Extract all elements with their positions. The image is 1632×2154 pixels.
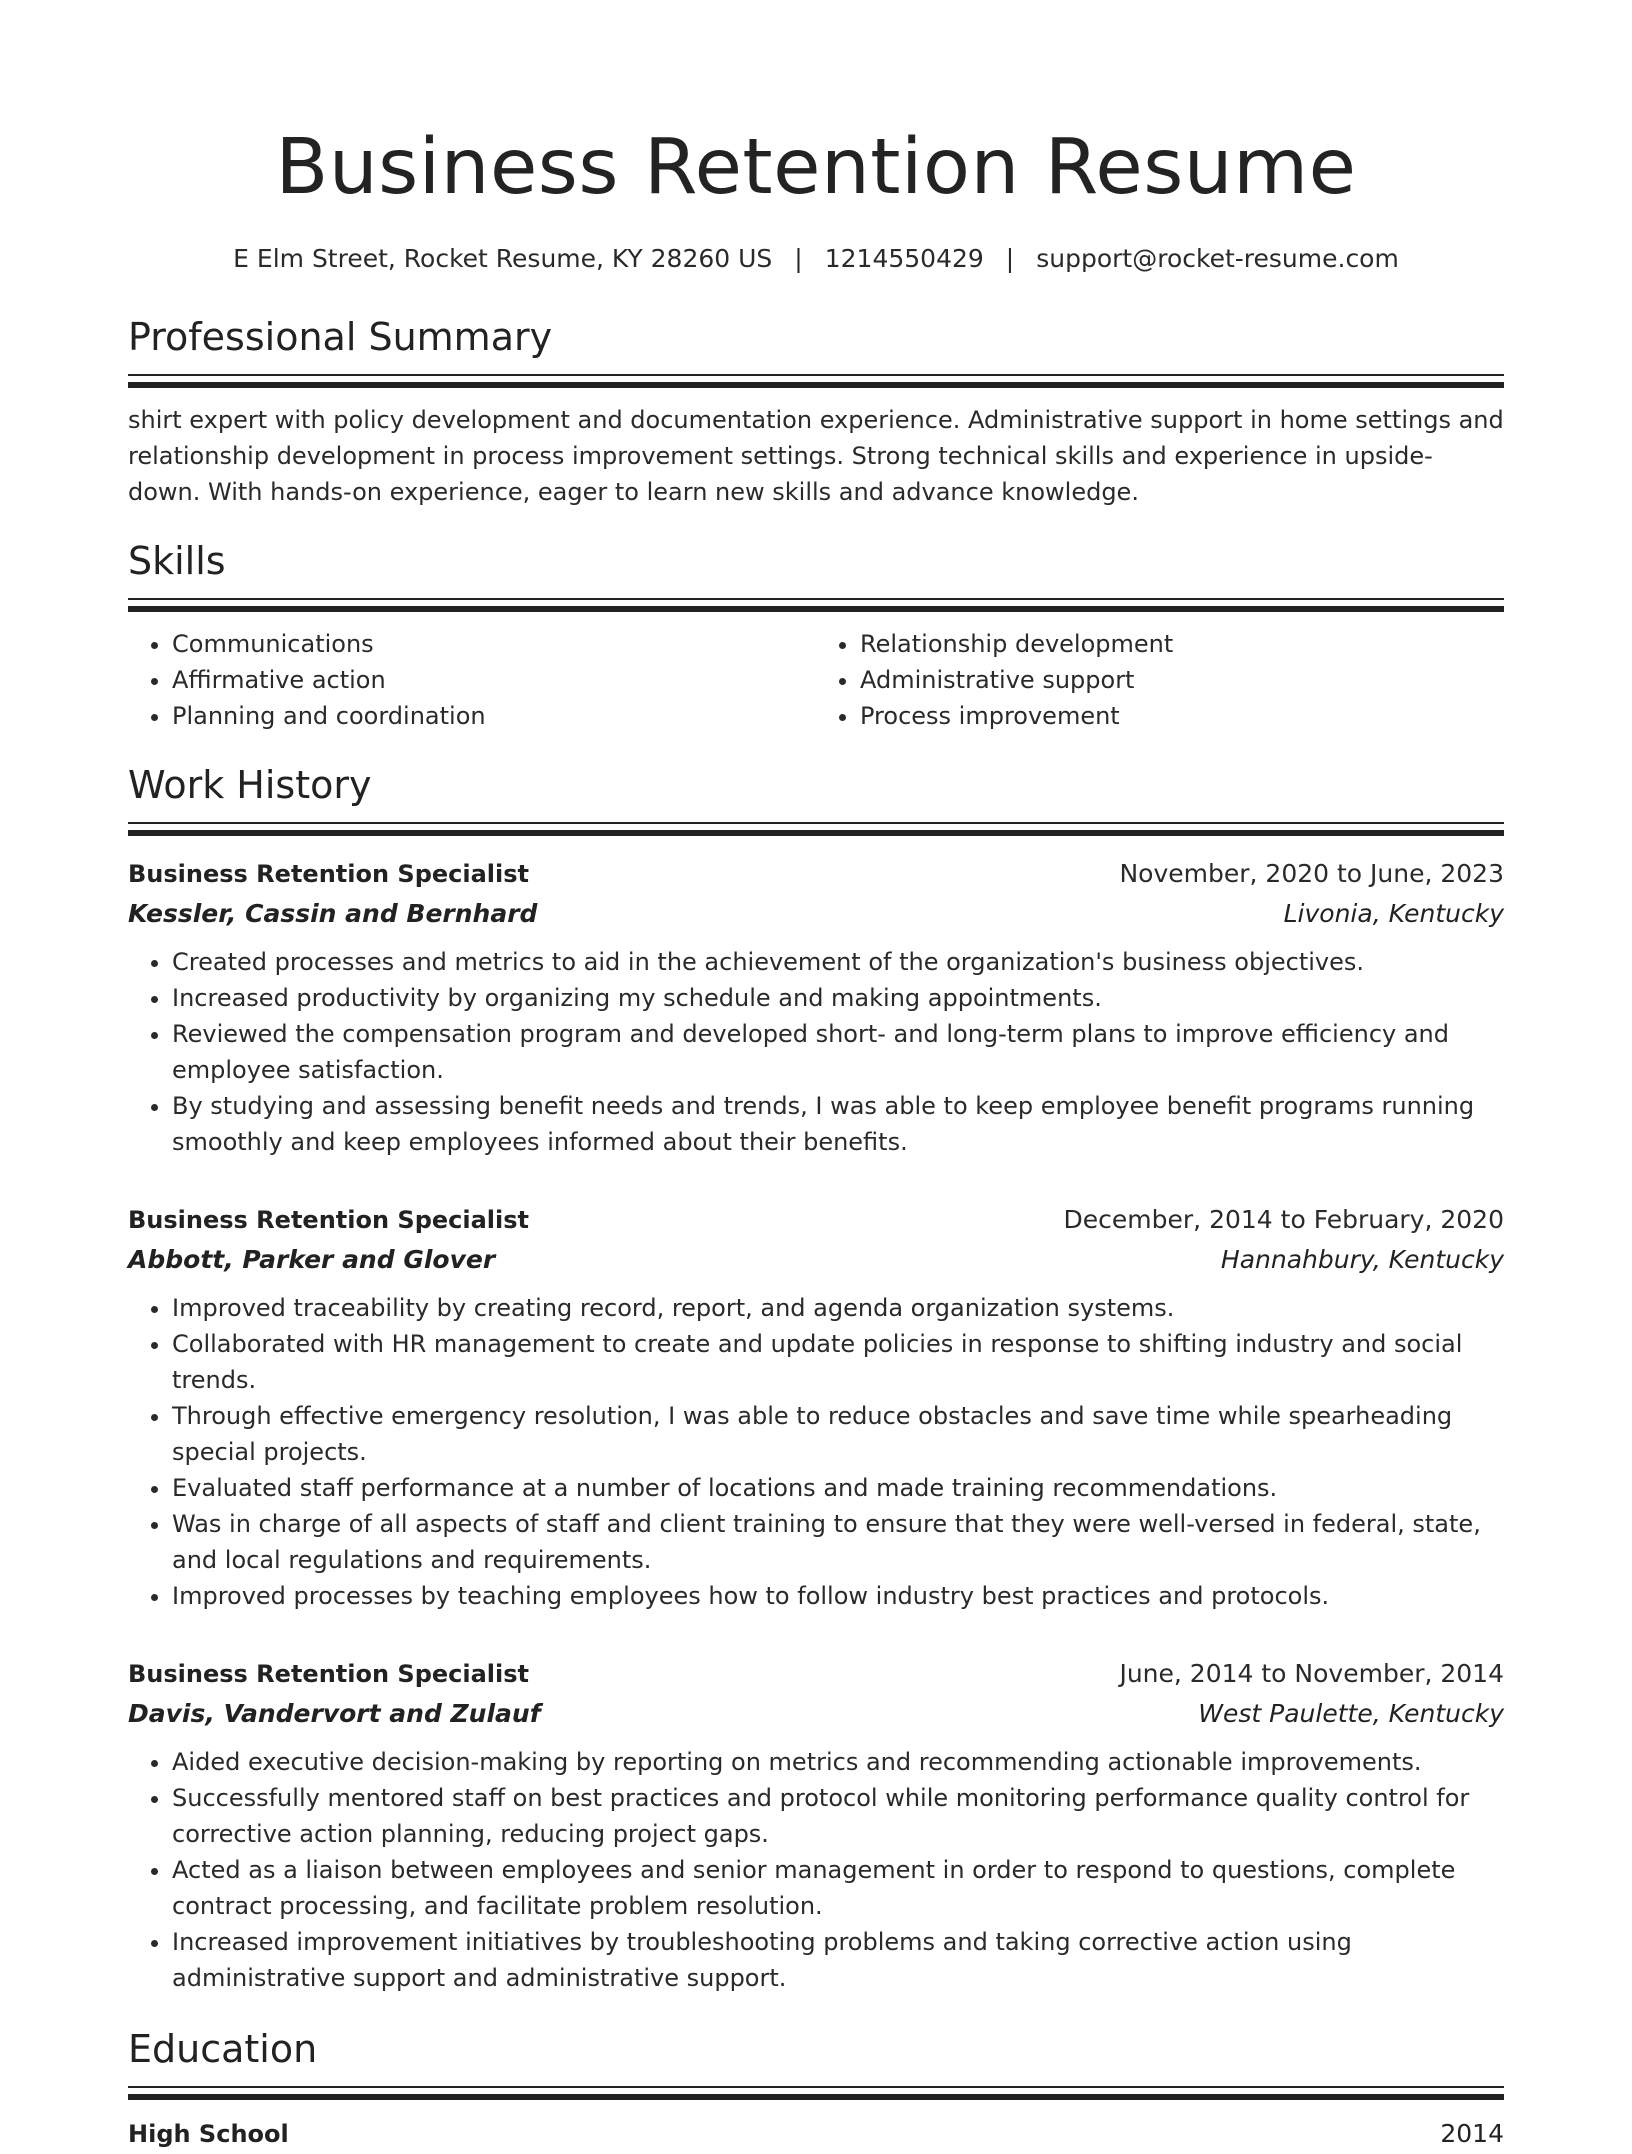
job-bullet: • Evaluated staff performance at a number of locations and made training recommendations. (172, 1470, 1504, 1506)
education-entry (128, 2114, 1504, 2154)
job-bullet: • Reviewed the compensation program and developed short- and long-term plans to improve efficiency and employee satisfaction. (172, 1016, 1504, 1088)
section-divider (128, 374, 1504, 376)
job-location: Livonia, Kentucky (1283, 899, 1504, 928)
resume-title: Business Retention Resume (275, 123, 1357, 212)
section-divider (128, 822, 1504, 824)
job-bullet: • Increased improvement initiatives by troubleshooting problems and taking corrective action using administrative support and administrative support. (172, 1924, 1504, 1996)
job-bullet: • Through effective emergency resolution, I was able to reduce obstacles and save time while spearheading special projects. (172, 1398, 1504, 1470)
section-divider (128, 2086, 1504, 2088)
job-entry (128, 1654, 1504, 1996)
job-bullet: • Improved processes by teaching employees how to follow industry best practices and protocols. (172, 1578, 1504, 1614)
job-company: Abbott, Parker and Glover (128, 1245, 496, 1274)
section-heading-skills: Skills (128, 539, 226, 583)
education-section (128, 2024, 1504, 2154)
contact-address: E Elm Street, Rocket Resume, KY 28260 US (233, 244, 773, 273)
section-divider (128, 606, 1504, 612)
section-heading-education: Education (128, 2027, 318, 2071)
skills-columns (128, 626, 1504, 734)
section-divider (128, 382, 1504, 388)
job-title: Business Retention Specialist (128, 1206, 530, 1234)
skill-item: • Communications (172, 626, 816, 662)
job-bullet: • Successfully mentored staff on best practices and protocol while monitoring performance quality control for corrective action planning, reducing project gaps. (172, 1780, 1504, 1852)
job-company: Davis, Vandervort and Zulauf (128, 1699, 541, 1728)
contact-separator: | (794, 244, 803, 273)
job-bullet: • Acted as a liaison between employees and senior management in order to respond to questions, complete contract processing, and facilitate problem resolution. (172, 1852, 1504, 1924)
job-location: Hannahbury, Kentucky (1220, 1245, 1504, 1274)
job-bullets (128, 1290, 1504, 1614)
job-title: Business Retention Specialist (128, 1660, 530, 1688)
job-bullet: • Created processes and metrics to aid in the achievement of the organization's business objectives. (172, 944, 1504, 980)
job-dates: December, 2014 to February, 2020 (1063, 1205, 1504, 1234)
skill-item: • Administrative support (860, 662, 1504, 698)
summary-section (128, 312, 1504, 510)
section-heading-work-history: Work History (128, 763, 372, 807)
job-bullet: • Collaborated with HR management to create and update policies in response to shifting industry and social trends. (172, 1326, 1504, 1398)
contact-separator: | (1005, 244, 1015, 273)
job-entry (128, 854, 1504, 1160)
education-year: 2014 (1440, 2119, 1504, 2148)
job-bullet: • Improved traceability by creating record, report, and agenda organization systems. (172, 1290, 1504, 1326)
job-title: Business Retention Specialist (128, 860, 530, 888)
job-bullet: • By studying and assessing benefit needs and trends, I was able to keep employee benefit programs running smoothly and keep employees informed about their benefits. (172, 1088, 1504, 1160)
work-history-section (128, 760, 1504, 1996)
skills-section (128, 536, 1504, 734)
job-bullet: • Was in charge of all aspects of staff and client training to ensure that they were well-versed in federal, state, and local regulations and requirements. (172, 1506, 1504, 1578)
section-heading-summary: Professional Summary (128, 315, 553, 359)
job-bullet: • Increased productivity by organizing my schedule and making appointments. (172, 980, 1504, 1016)
job-bullet: • Aided executive decision-making by reporting on metrics and recommending actionable improvements. (172, 1744, 1504, 1780)
skill-item: • Planning and coordination (172, 698, 816, 734)
job-location: West Paulette, Kentucky (1198, 1699, 1504, 1728)
contact-line (128, 242, 1504, 276)
job-company: Kessler, Cassin and Bernhard (128, 899, 538, 928)
skills-list-right (816, 626, 1504, 734)
contact-phone: 1214550429 (824, 244, 984, 273)
section-divider (128, 598, 1504, 600)
education-school: High School (128, 2120, 289, 2148)
section-divider (128, 830, 1504, 836)
skills-list-left (128, 626, 816, 734)
job-dates: June, 2014 to November, 2014 (1119, 1659, 1504, 1688)
skill-item: • Affirmative action (172, 662, 816, 698)
summary-text: shirt expert with policy development and documentation experience. Administrative support in home settings and relationship development in process improvement settings. Strong technical skills and experience in upside-down. With hands-on experience, eager to learn new skills and advance knowledge. (128, 406, 1504, 506)
job-entry (128, 1200, 1504, 1614)
job-bullets (128, 1744, 1504, 1996)
skill-item: • Process improvement (860, 698, 1504, 734)
section-divider (128, 2094, 1504, 2100)
job-bullets (128, 944, 1504, 1160)
skill-item: • Relationship development (860, 626, 1504, 662)
contact-email: support@rocket-resume.com (1036, 244, 1399, 273)
job-dates: November, 2020 to June, 2023 (1119, 859, 1504, 888)
